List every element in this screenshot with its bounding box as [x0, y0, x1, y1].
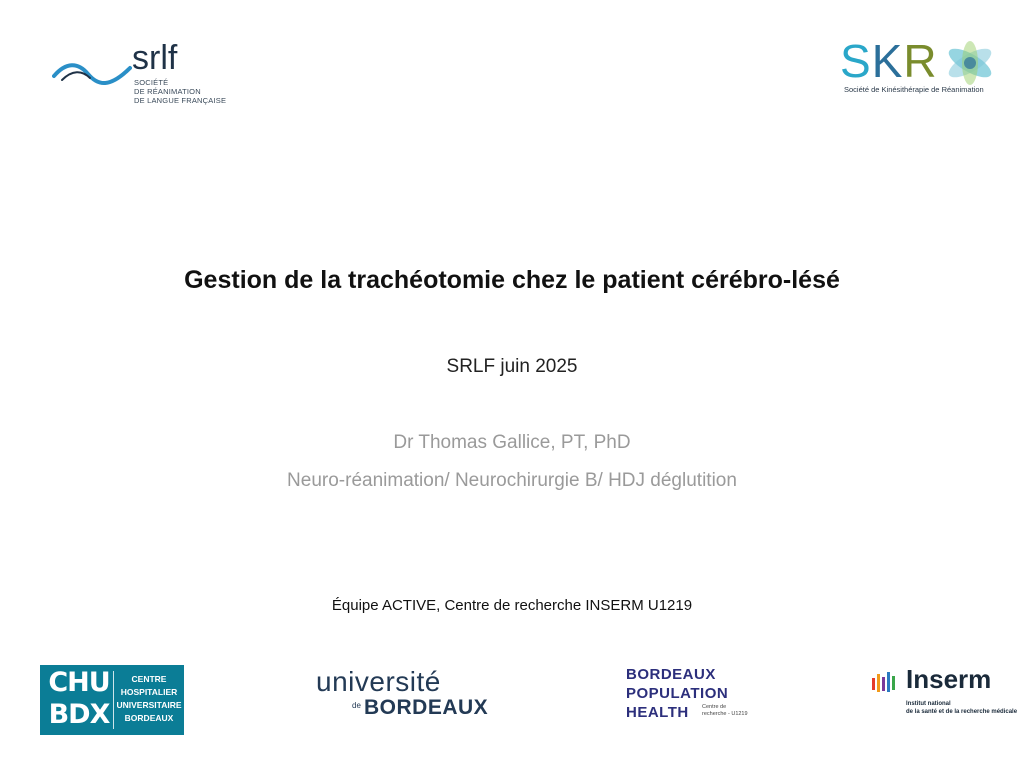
inserm-logo — [872, 664, 1018, 728]
universite-bordeaux-logo — [314, 666, 489, 726]
slide-subtitle: SRLF juin 2025 — [446, 356, 578, 377]
inserm-subtitle — [906, 700, 1017, 716]
bordeaux-population-health-logo — [626, 666, 766, 726]
skr-subtitle: Société de Kinésithérapie de Réanimation — [844, 85, 984, 94]
srlf-subtitle-line: DE LANGUE FRANÇAISE — [134, 96, 227, 105]
skr-wordmark — [840, 36, 938, 86]
inserm-wordmark: Inserm — [906, 664, 992, 694]
chu-small-line: HOSPITALIER — [120, 687, 178, 697]
skr-letter-k: K — [871, 35, 904, 87]
universite-city: BORDEAUX — [364, 696, 489, 719]
chu-small-text — [116, 673, 182, 725]
universite-de: de — [352, 701, 361, 710]
chu-big-line: BDX — [48, 699, 110, 730]
skr-letter-r: R — [903, 35, 938, 87]
srlf-wordmark: srlf — [132, 39, 178, 77]
srlf-subtitle — [134, 78, 226, 105]
author-name: Dr Thomas Gallice, PT, PhD — [393, 432, 631, 453]
universite-wordmark: université — [316, 666, 441, 697]
chu-big-line: CHU — [48, 667, 110, 698]
bph-line: POPULATION — [626, 685, 729, 702]
author-department: Neuro-réanimation/ Neurochirurgie B/ HDJ déglutition — [287, 470, 737, 491]
chu-small-line: CENTRE — [131, 674, 167, 684]
chu-bdx-logo — [40, 665, 184, 735]
inserm-subtitle-line: de la santé et de la recherche médicale — [906, 709, 1018, 715]
srlf-subtitle-line: DE RÉANIMATION — [134, 87, 201, 96]
bph-small-line: Centre de — [702, 704, 727, 710]
bph-small-line: recherche - U1219 — [702, 711, 748, 717]
srlf-wave-icon — [52, 54, 132, 94]
srlf-subtitle-line: SOCIÉTÉ — [134, 78, 169, 87]
skr-flower-icon — [942, 40, 998, 86]
bph-line: BORDEAUX — [626, 666, 716, 683]
bph-small-text — [702, 704, 748, 718]
inserm-subtitle-line: Institut national — [906, 701, 951, 707]
chu-divider — [113, 671, 114, 729]
slide-title: Gestion de la trachéotomie chez le patient cérébro-lésé — [184, 266, 840, 294]
chu-big-text — [46, 667, 112, 731]
inserm-bars-icon — [872, 672, 900, 694]
chu-small-line: BORDEAUX — [124, 713, 174, 723]
research-team: Équipe ACTIVE, Centre de recherche INSERM U1219 — [331, 597, 693, 614]
skr-logo — [838, 35, 1002, 100]
chu-small-line: UNIVERSITAIRE — [116, 700, 182, 710]
bph-line: HEALTH — [626, 704, 689, 721]
skr-letter-s: S — [840, 35, 872, 87]
srlf-logo — [52, 39, 232, 110]
